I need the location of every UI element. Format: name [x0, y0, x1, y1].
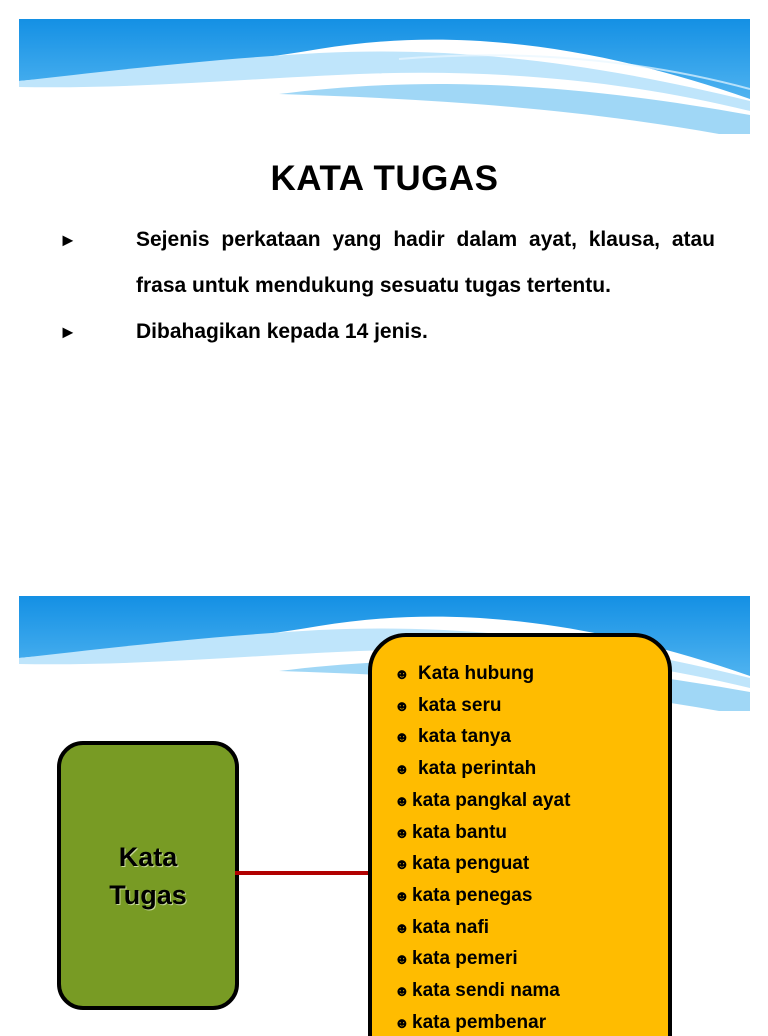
smiley-icon: ☻: [394, 856, 410, 874]
type-label: kata bantu: [412, 821, 508, 843]
list-item: [394, 659, 570, 691]
box-label-line-2: Tugas: [109, 879, 187, 910]
list-item: [394, 722, 570, 754]
type-label: kata pembenar: [412, 1011, 547, 1033]
type-label: kata tanya: [418, 726, 511, 748]
type-label: kata pemeri: [412, 948, 518, 970]
smiley-icon: ☻: [394, 792, 410, 810]
smiley-icon: ☻: [394, 919, 410, 937]
smiley-icon: ☻: [394, 666, 410, 683]
list-item: [394, 881, 570, 913]
types-box: [368, 633, 672, 1036]
smiley-icon: ☻: [394, 697, 410, 715]
wave-banner: [19, 19, 750, 134]
slide-1: [19, 19, 750, 559]
bullet-text: Dibahagikan kepada 14 jenis.: [136, 320, 428, 343]
list-item: [394, 976, 570, 1008]
list-item: [394, 754, 570, 786]
connector-line: [235, 871, 369, 875]
smiley-icon: ☻: [394, 887, 410, 905]
arrow-bullet-icon: ►: [59, 230, 77, 250]
smiley-icon: ☻: [394, 983, 410, 1001]
type-label: kata perintah: [418, 758, 537, 780]
smiley-icon: ☻: [394, 1014, 410, 1032]
list-item: [394, 818, 570, 850]
list-item: [394, 1008, 570, 1036]
box-label-line-1: Kata: [118, 841, 178, 872]
type-label: kata pangkal ayat: [412, 789, 571, 811]
arrow-bullet-icon: ►: [59, 322, 77, 342]
list-item: [394, 944, 570, 976]
kata-tugas-box: [57, 741, 239, 1010]
type-label: kata seru: [418, 694, 502, 716]
type-label: kata nafi: [412, 916, 490, 938]
type-label: kata penegas: [412, 884, 533, 906]
bullet-text: Sejenis perkataan yang hadir dalam ayat, klausa, atau frasa untuk mendukung sesuatu tugas tertentu.: [136, 228, 715, 297]
type-label: kata penguat: [412, 853, 530, 875]
slide-2: [19, 596, 750, 1036]
smiley-icon: ☻: [394, 729, 410, 747]
bullet-list: [59, 217, 715, 355]
type-label: Kata hubung: [418, 663, 535, 684]
list-item: [394, 913, 570, 945]
bullet-item: [59, 217, 715, 309]
bullet-item: [59, 309, 715, 355]
list-item: [394, 849, 570, 881]
slide-title: KATA TUGAS: [270, 159, 499, 198]
smiley-icon: ☻: [394, 824, 410, 842]
smiley-icon: ☻: [394, 761, 410, 779]
list-item: [394, 786, 570, 818]
smiley-icon: ☻: [394, 951, 410, 969]
types-list: [394, 659, 570, 1036]
list-item: [394, 691, 570, 723]
type-label: kata sendi nama: [412, 980, 560, 1002]
